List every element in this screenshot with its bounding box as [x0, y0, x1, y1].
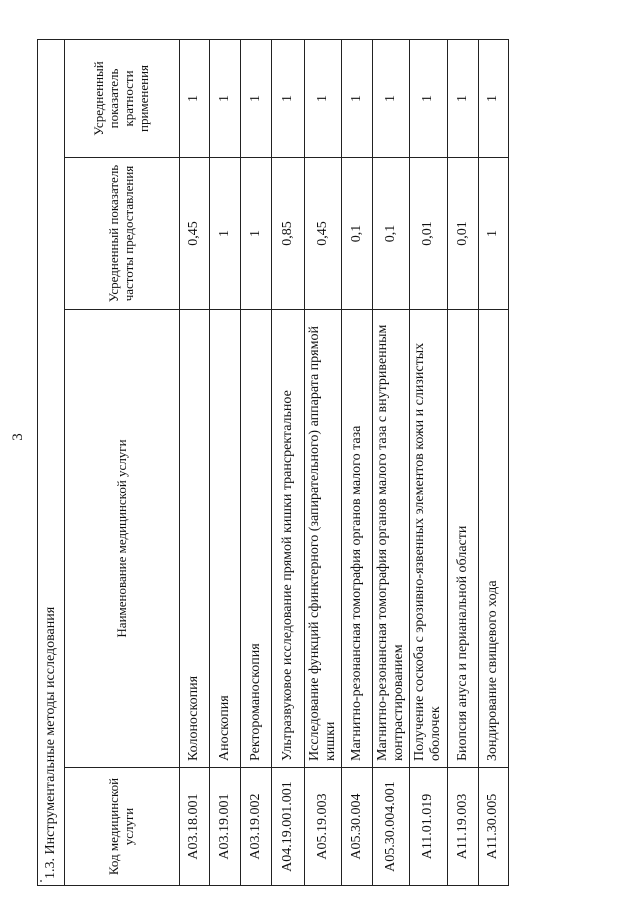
header-code: Код медицинской услуги [65, 768, 180, 886]
row-multiplicity: 1 [373, 39, 410, 157]
table-row [241, 39, 272, 885]
row-code: A04.19.001.001 [272, 768, 305, 886]
row-frequency: 0,45 [180, 158, 210, 310]
row-name: Магнитно-резонансная томография органов малого таза с внутривенным контрастированием [373, 310, 410, 768]
table-body [180, 39, 509, 885]
row-frequency: 0,1 [342, 158, 373, 310]
header-multiplicity: Усредненный показатель кратности применения [65, 39, 180, 157]
row-frequency: 1 [478, 158, 508, 310]
page-number: 3 [10, 433, 26, 441]
row-code: A05.30.004 [342, 768, 373, 886]
row-multiplicity: 1 [241, 39, 272, 157]
row-code: A11.19.003 [447, 768, 478, 886]
row-code: A03.18.001 [180, 768, 210, 886]
row-name: Биопсия ануса и перианальной области [447, 310, 478, 768]
row-multiplicity: 1 [478, 39, 508, 157]
table-row [305, 39, 342, 885]
row-code: A03.19.002 [241, 768, 272, 886]
row-multiplicity: 1 [305, 39, 342, 157]
section-title-row [38, 39, 65, 885]
table-row [272, 39, 305, 885]
header-name: Наименование медицинской услуги [65, 310, 180, 768]
row-code: A05.19.003 [305, 768, 342, 886]
table-row [478, 39, 508, 885]
row-name: Магнитно-резонансная томография органов малого таза [342, 310, 373, 768]
row-code: A11.01.019 [410, 768, 447, 886]
table-row [410, 39, 447, 885]
scan-speck [40, 880, 42, 882]
row-name: Ректороманоскопия [241, 310, 272, 768]
row-name: Колоноскопия [180, 310, 210, 768]
table-row [180, 39, 210, 885]
row-frequency: 0,45 [305, 158, 342, 310]
row-multiplicity: 1 [210, 39, 241, 157]
row-name: Зондирование свищевого хода [478, 310, 508, 768]
table-row [342, 39, 373, 885]
row-name: Исследование функций сфинктерного (запирательного) аппарата прямой кишки [305, 310, 342, 768]
row-multiplicity: 1 [272, 39, 305, 157]
row-code: A11.30.005 [478, 768, 508, 886]
table-header-row [65, 39, 180, 885]
row-frequency: 0,1 [373, 158, 410, 310]
table-row [447, 39, 478, 885]
table-row [210, 39, 241, 885]
row-name: Получение соскоба с эрозивно-язвенных элементов кожи и слизистых оболочек [410, 310, 447, 768]
row-multiplicity: 1 [410, 39, 447, 157]
row-name: Аноскопия [210, 310, 241, 768]
row-multiplicity: 1 [180, 39, 210, 157]
row-code: A03.19.001 [210, 768, 241, 886]
table-row [373, 39, 410, 885]
row-frequency: 0,01 [410, 158, 447, 310]
row-frequency: 1 [210, 158, 241, 310]
row-code: A05.30.004.001 [373, 768, 410, 886]
row-frequency: 0,01 [447, 158, 478, 310]
row-frequency: 1 [241, 158, 272, 310]
section-title: 1.3. Инструментальные методы исследования [38, 39, 65, 885]
row-multiplicity: 1 [342, 39, 373, 157]
row-frequency: 0,85 [272, 158, 305, 310]
services-table [37, 39, 509, 886]
row-name: Ультразвуковое исследование прямой кишки трансректальное [272, 310, 305, 768]
row-multiplicity: 1 [447, 39, 478, 157]
header-frequency: Усредненный показатель частоты предоставления [65, 158, 180, 310]
